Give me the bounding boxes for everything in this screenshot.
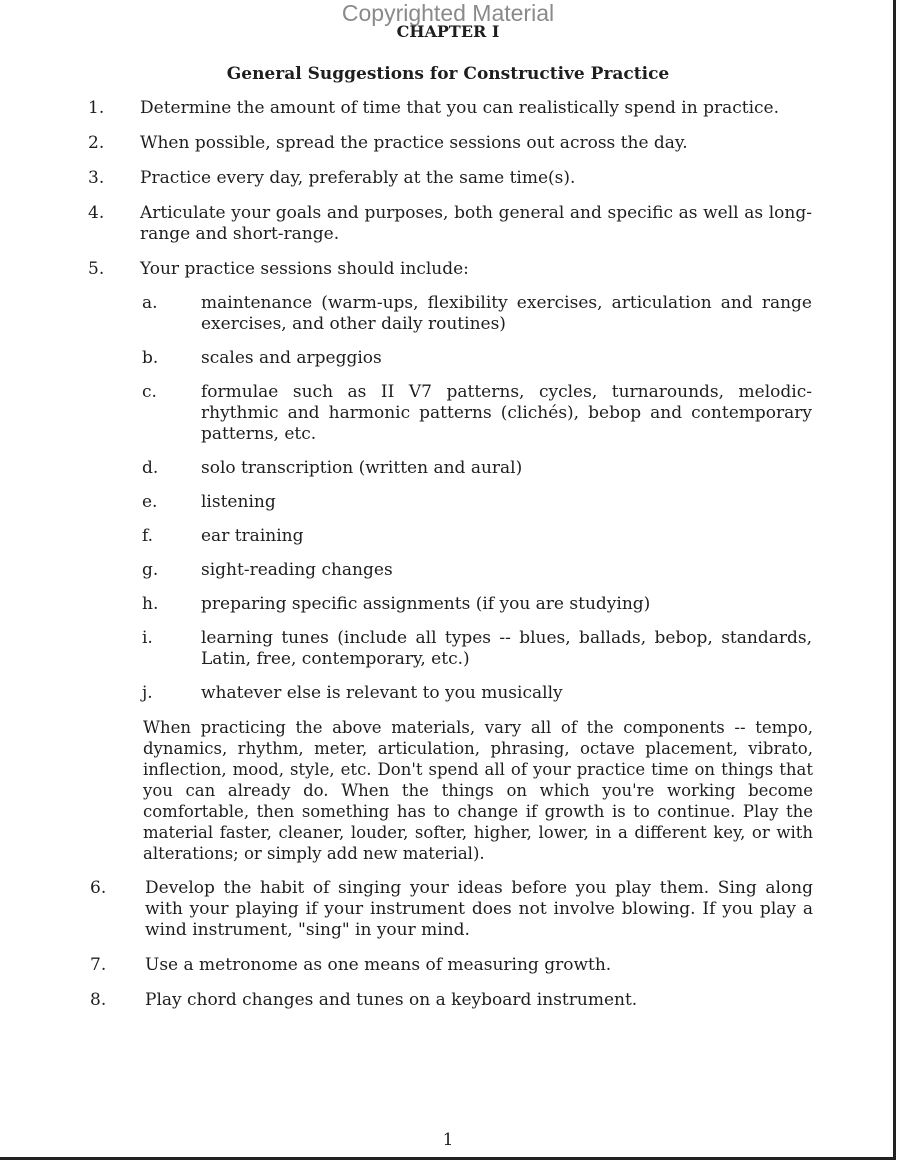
item-text: Your practice sessions should include: — [140, 259, 469, 279]
list-item — [0, 990, 896, 1011]
list-item — [0, 203, 896, 245]
sub-item-letter: j. — [142, 683, 153, 703]
item-number: 6. — [90, 878, 107, 898]
item-number: 7. — [90, 955, 107, 975]
sub-item — [0, 594, 896, 615]
list-item — [0, 259, 896, 864]
sub-item-letter: e. — [142, 492, 158, 512]
sub-item — [0, 293, 896, 335]
item-text: Determine the amount of time that you can realistically spend in practice. — [140, 98, 780, 118]
item-text: Practice every day, preferably at the same time(s). — [140, 168, 576, 188]
sub-item-letter: g. — [142, 560, 159, 580]
chapter-heading: CHAPTER I — [396, 22, 500, 41]
list-item — [0, 878, 896, 941]
sub-list — [0, 293, 896, 704]
page-number: 1 — [442, 1130, 454, 1150]
item-text: When possible, spread the practice sessions out across the day. — [140, 133, 688, 153]
sub-item-text: formulae such as II V7 patterns, cycles, turnarounds, melodic-rhythmic and harmonic patterns (clichés), bebop and contemporary patterns, etc. — [201, 382, 812, 444]
item-number: 2. — [88, 133, 105, 153]
item-text: Play chord changes and tunes on a keyboard instrument. — [145, 990, 638, 1010]
sub-item-text: maintenance (warm-ups, flexibility exercises, articulation and range exercises, and other daily routines) — [201, 293, 812, 334]
sub-item — [0, 683, 896, 704]
list-item — [0, 133, 896, 154]
sub-item-letter: b. — [142, 348, 159, 368]
sub-item — [0, 560, 896, 581]
sub-item-letter: a. — [142, 293, 158, 313]
item-number: 1. — [88, 98, 105, 118]
sub-item — [0, 526, 896, 547]
sub-item — [0, 348, 896, 369]
practice-paragraph: When practicing the above materials, vary all of the components -- tempo, dynamics, rhythm, meter, articulation, phrasing, octave placement, vibrato, inflection, mood, style, etc. Don't spend all of your practice time on things that you can already do. When the things on which you're working become comfortable, then something has to change if growth is to continue. Play the material faster, cleaner, louder, softer, higher, lower, in a different key, or with alterations; or simply add new material). — [143, 718, 813, 863]
sub-item-text: solo transcription (written and aural) — [201, 458, 523, 478]
sub-item — [0, 492, 896, 513]
sub-item-text: preparing specific assignments (if you are studying) — [201, 594, 651, 614]
sub-item-text: sight-reading changes — [201, 560, 393, 580]
sub-item-letter: c. — [142, 382, 157, 402]
sub-item — [0, 382, 896, 445]
item-text: Articulate your goals and purposes, both general and specific as well as long-range and short-range. — [140, 203, 812, 244]
sub-item-letter: f. — [142, 526, 154, 546]
list-item — [0, 168, 896, 189]
sub-item-text: ear training — [201, 526, 304, 546]
sub-item — [0, 628, 896, 670]
suggestion-list — [0, 98, 896, 1025]
item-number: 5. — [88, 259, 105, 279]
sub-item-letter: d. — [142, 458, 159, 478]
sub-item-letter: h. — [142, 594, 159, 614]
sub-item-text: whatever else is relevant to you musically — [201, 683, 563, 703]
item-number: 3. — [88, 168, 105, 188]
list-item — [0, 955, 896, 976]
list-item — [0, 98, 896, 119]
copyright-watermark: Copyrighted Material — [341, 0, 555, 26]
sub-item-letter: i. — [142, 628, 153, 648]
item-text: Develop the habit of singing your ideas before you play them. Sing along with your playing if your instrument does not involve blowing. If you play a wind instrument, "sing" in your mind. — [145, 878, 813, 940]
item-text: Use a metronome as one means of measuring growth. — [145, 955, 612, 975]
sub-item — [0, 458, 896, 479]
item-number: 4. — [88, 203, 105, 223]
sub-item-text: scales and arpeggios — [201, 348, 382, 368]
sub-item-text: learning tunes (include all types -- blues, ballads, bebop, standards, Latin, free, contemporary, etc.) — [201, 628, 812, 669]
sub-item-text: listening — [201, 492, 276, 512]
section-title: General Suggestions for Constructive Practice — [226, 64, 670, 84]
item-number: 8. — [90, 990, 107, 1010]
